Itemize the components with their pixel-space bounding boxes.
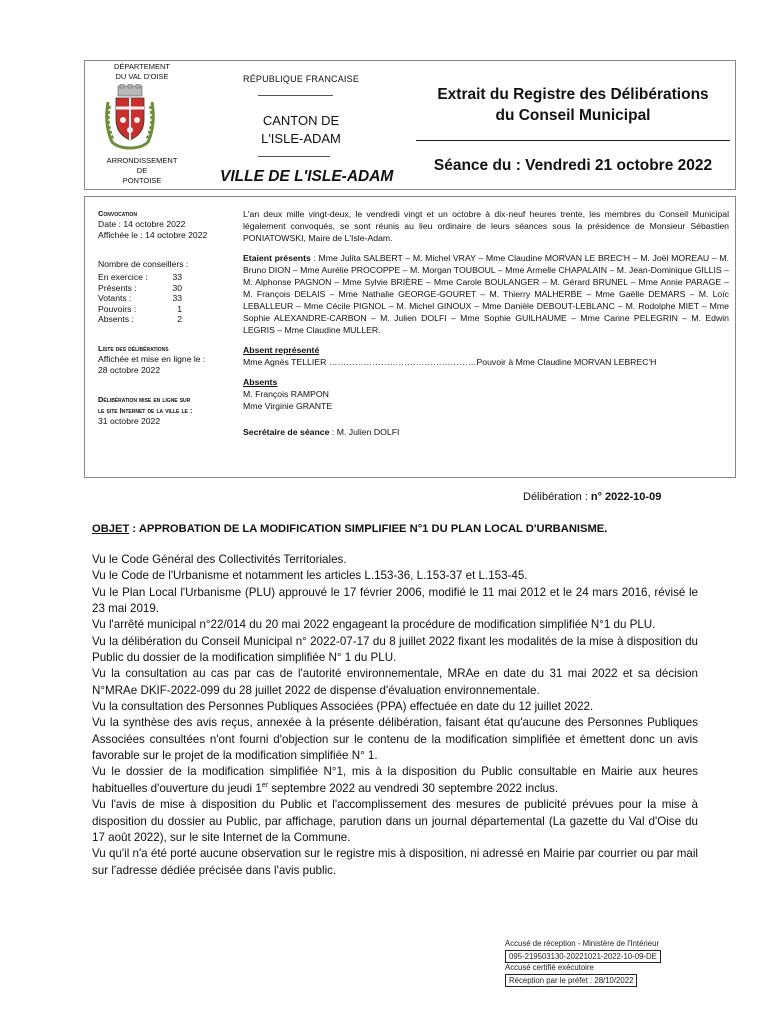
delib-online-title: Délibération mise en ligne sur: [98, 394, 191, 404]
acte-id: 095-219503130-20221021-2022-10-09-DE: [505, 950, 661, 963]
reception-date: Réception par le préfet : 28/10/2022: [505, 974, 637, 987]
deliberation-number: Délibération : n° 2022-10-09: [523, 491, 662, 503]
reception-stamp: Accusé de réception - Ministère de l'Intérieur 095-219503130-20221021-2022-10-09-DE Accusé certifié exécutoire Réception par le préfet : 28/10/2022: [505, 939, 660, 985]
absent-represente-label: Absent représenté: [243, 345, 320, 355]
convocation-affichee: Affichée le : 14 octobre 2022: [98, 230, 208, 240]
departement-label: DÉPARTEMENT DU VAL D'OISE: [114, 62, 170, 81]
seance-date: Séance du : Vendredi 21 octobre 2022: [433, 157, 713, 174]
intro-text: L'an deux mille vingt-deux, le vendredi vingt et un octobre à dix-neuf heures trente, les membres du Conseil Municipal légalement convoqués, se sont réunis au lieu ordinaire de leurs séances sous la présidence de Monsieur Sébastien PONIATOWSKI, Maire de L'Isle-Adam.: [243, 209, 729, 243]
absents-label: Absents: [243, 377, 278, 387]
arrondissement-label: ARRONDISSEMENT DE PONTOISE: [106, 156, 178, 185]
canton-label: CANTON DE L'ISLE-ADAM: [261, 113, 341, 146]
document-title: Extrait du Registre des Délibérations du Conseil Municipal: [437, 86, 709, 124]
session-details: L'an deux mille vingt-deux, le vendredi vingt et un octobre à dix-neuf heures trente, les membres du Conseil Municipal légalement convoqués, se sont réunis au lieu ordinaire de leurs séances sous la présidence de Monsieur Sébastien PONIATOWSKI, Maire de L'Isle-Adam. Etaient présents : Mme Julita SALBERT – M. Michel VRAY – Mme Claudine MORVAN LE BREC'H – M. Joël MOREAU – M. Bruno DION – Mme Aurélie PROCOPPE – M. Morgan TOUBOUL – Mme Armelle CHAPALAIN – M. Jean-Dominique GILLIS – M. Alphonse PAGNON – Mme Sylvie BRIÈRE – Mme Carole BOULANGER – M. Gérard BRUNEL – Mme Annie PARAGE – M. François DELAIS – Mme Nathalie GEORGE-GOURET – M. Thierry MALHERBE – Mme Gaëlle DEMARS – M. Loïc LEBALLEUR – Mme Cécile PIGNOL – M. Michel GINOUX – Mme Danièle DEBOUT-LEBLANC – M. Rodolphe MIET – Mme Sophie ALEXANDRE-CARBON – M. Julien DOLFI – Mme Sophie GUILHAUME – Mme Carine PELEGRIN – M. Edwin LEGRIS – Mme Claudine MULLER. Absent représenté Mme Agnès TELLIER ……………………………………………Pouvoir à Mme Claudine MORVAN LEBREC'H Absents M. François RAMPON Mme Virginie GRANTE Secrétaire de séance : M. Julien DOLFI: [243, 209, 729, 437]
convocation-panel: Convocation Date : 14 octobre 2022 Affichée le : 14 octobre 2022 Nombre de conseillers : En exercice : 33 Présents : 30 Votants : 33 Pouvoirs : 1 Absents : 2 Liste des délibérations Affichée et mise en ligne le : 28 octobre 2022 Délibération mise en ligne sur le site Internet de la ville le : 31 octobre 2022: [98, 208, 234, 427]
liste-title: Liste des délibérations: [98, 343, 169, 353]
divider: [258, 95, 333, 96]
republique-label: RÉPUBLIQUE FRANCAISE: [243, 74, 360, 84]
presents-paragraph: Etaient présents : Mme Julita SALBERT – M. Michel VRAY – Mme Claudine MORVAN LE BREC'H – M. Joël MOREAU – M. Bruno DION – Mme Aurélie PROCOPPE – M. Morgan TOUBOUL – Mme Armelle CHAPALAIN – M. Jean-Dominique GILLIS – M. Alphonse PAGNON – Mme Sylvie BRIÈRE – Mme Carole BOULANGER – M. Gérard BRUNEL – Mme Annie PARAGE – M. François DELAIS – Mme Nathalie GEORGE-GOURET – M. Thierry MALHERBE – Mme Gaëlle DEMARS – M. Loïc LEBALLEUR – Mme Cécile PIGNOL – M. Michel GINOUX – Mme Danièle DEBOUT-LEBLANC – M. Rodolphe MIET – Mme Sophie ALEXANDRE-CARBON – M. Julien DOLFI – Mme Sophie GUILHAUME – Mme Carine PELEGRIN – M. Edwin LEGRIS – Mme Claudine MULLER.: [243, 253, 729, 335]
delib-online-date: 31 octobre 2022: [98, 415, 161, 426]
convocation-date: Date : 14 octobre 2022: [98, 219, 186, 229]
divider: [258, 156, 330, 157]
coat-of-arms-icon: [104, 84, 156, 150]
secretaire-line: Secrétaire de séance : M. Julien DOLFI: [243, 427, 400, 437]
nombre-title: Nombre de conseillers :: [98, 259, 189, 269]
stats-list: En exercice : 33 Présents : 30 Votants : 33 Pouvoirs : 1 Absents : 2: [98, 272, 182, 324]
considerations-text: Vu le Code Général des Collectivités Territoriales. Vu le Code de l'Urbanisme et notamment les articles L.153-36, L.153-37 et L.153-45. Vu le Plan Local l'Urbanisme (PLU) approuvé le 17 février 2006, modifié le 11 mai 2012 et le 24 mars 2016, révisé le 23 mai 2019. Vu l'arrêté municipal n°22/014 du 20 mai 2022 engageant la procédure de modification simplifiée N°1 du PLU. Vu la délibération du Conseil Municipal n° 2022-07-17 du 8 juillet 2022 fixant les modalités de la mise à disposition du Public du dossier de la modification simplifiée N° 1 du PLU. Vu la consultation au cas par cas de l'autorité environnementale, MRAe en date du 31 mai 2022 et sa décision N°MRAe DKIF-2022-099 du 28 juillet 2022 de dispense d'évaluation environnementale. Vu la consultation des Personnes Publiques Associées (PPA) effectuée en date du 12 juillet 2022. Vu la synthèse des avis reçus, annexée à la présente délibération, faisant état qu'aucune des Personnes Publiques Associées consultées n'ont fourni d'objection sur le contenu de la modification simplifiée et émettent donc un avis favorable sur le projet de la modification simplifiée N° 1. Vu le dossier de la modification simplifiée N°1, mis à la disposition du Public consultable en Mairie aux heures habituelles d'ouverture du jeudi 1er septembre 2022 au vendredi 30 septembre 2022 inclus. Vu l'avis de mise à disposition du Public et l'accomplissement des mesures de publicité prévues pour la mise à disposition du dossier au Public, par affichage, parution dans un journal départemental (La gazette du Val d'Oise du 17 août 2022), sur le site Internet de la Commune. Vu qu'il n'a été porté aucune observation sur le registre mis à disposition, ni adressé en Mairie par courrier ou par mail sur l'adresse dédiée précisée dans l'avis public.: [92, 553, 698, 877]
convocation-title: Convocation: [98, 209, 137, 218]
divider: [416, 140, 730, 141]
ville-title: VILLE DE L'ISLE-ADAM: [220, 168, 394, 185]
absent-represente-text: Mme Agnès TELLIER ……………………………………………Pouvoir à Mme Claudine MORVAN LEBREC'H: [243, 357, 657, 367]
objet-line: OBJET : APPROBATION DE LA MODIFICATION SIMPLIFIEE N°1 DU PLAN LOCAL D'URBANISME.: [92, 523, 608, 535]
